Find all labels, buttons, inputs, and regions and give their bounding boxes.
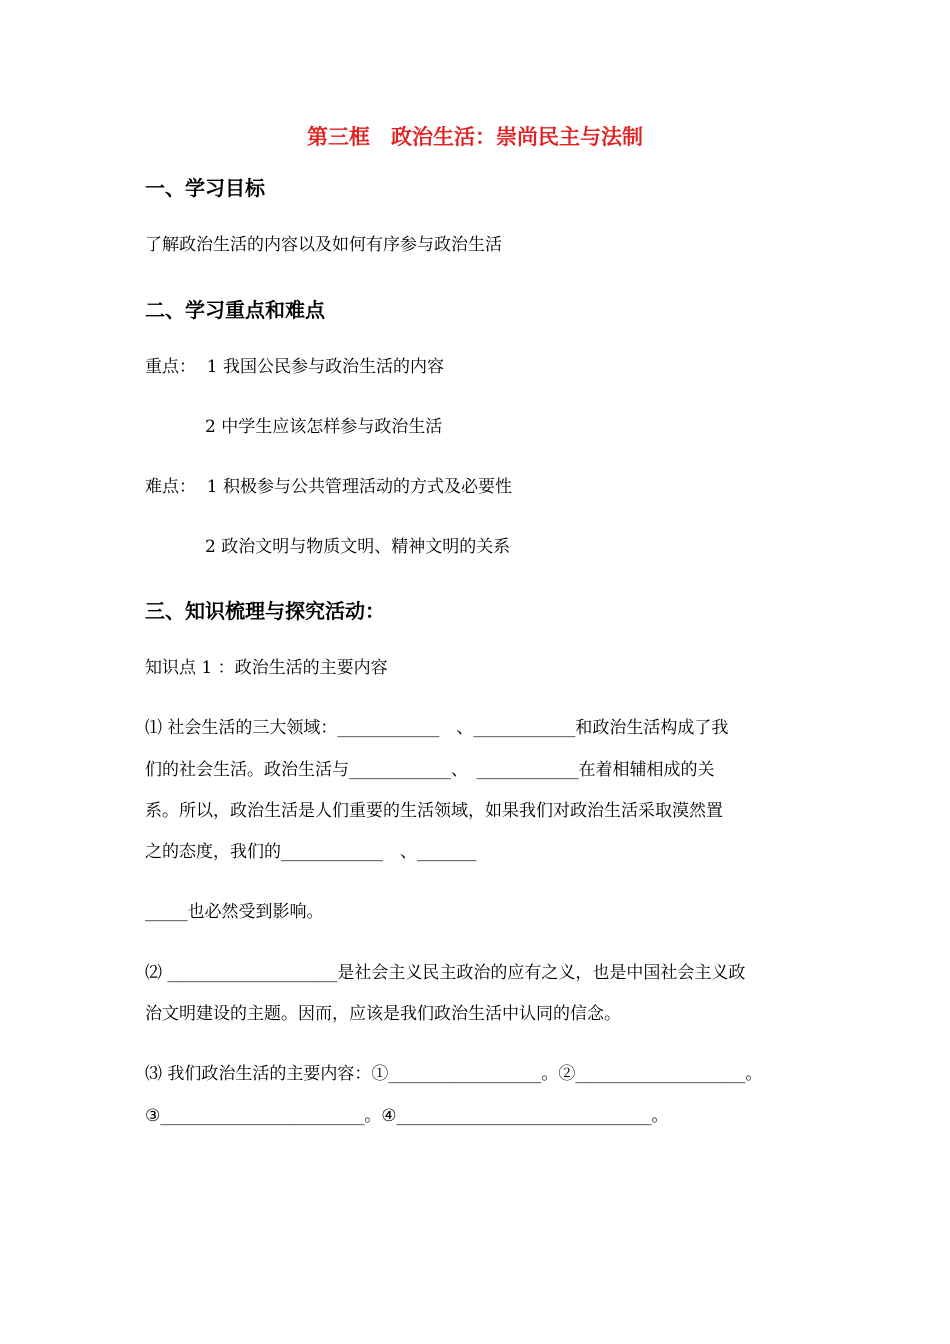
question-1-line-5: _____也必然受到影响。 [145, 902, 324, 922]
question-1-line-1: ⑴ 社会生活的三大领域：____________ 、____________和政治生活构成了我 [145, 718, 729, 738]
key-point-1: 重点： 1 我国公民参与政治生活的内容 [145, 357, 445, 377]
section-heading-learning-goals: 一、学习目标 [145, 176, 265, 200]
question-3-line-1: ⑶ 我们政治生活的主要内容：①__________________。②____________________。 [145, 1064, 763, 1084]
section-heading-knowledge: 三、知识梳理与探究活动： [145, 599, 385, 623]
difficult-point-1: 难点： 1 积极参与公共管理活动的方式及必要性 [145, 477, 513, 497]
question-2-line-1: ⑵ ____________________是社会主义民主政治的应有之义，也是中国社会主义政 [145, 963, 746, 983]
document-title: 第三框 政治生活：崇尚民主与法制 [307, 125, 643, 149]
question-1-line-4: 之的态度，我们的____________ 、_______ [145, 842, 477, 862]
question-3-line-2: ③________________________。④______________________________。 [145, 1106, 669, 1126]
learning-goals-text: 了解政治生活的内容以及如何有序参与政治生活 [145, 235, 502, 255]
section-heading-key-points: 二、学习重点和难点 [145, 298, 325, 322]
difficult-point-2: 2 政治文明与物质文明、精神文明的关系 [205, 537, 511, 557]
question-1-line-2: 们的社会生活。政治生活与____________、 ____________在着相辅相成的关 [145, 760, 715, 780]
key-point-2: 2 中学生应该怎样参与政治生活 [205, 417, 443, 437]
question-2-line-2: 治文明建设的主题。因而，应该是我们政治生活中认同的信念。 [145, 1004, 621, 1024]
knowledge-point-1: 知识点 1 ：政治生活的主要内容 [145, 658, 388, 678]
question-1-line-3: 系。所以，政治生活是人们重要的生活领域，如果我们对政治生活采取漠然置 [145, 801, 723, 821]
